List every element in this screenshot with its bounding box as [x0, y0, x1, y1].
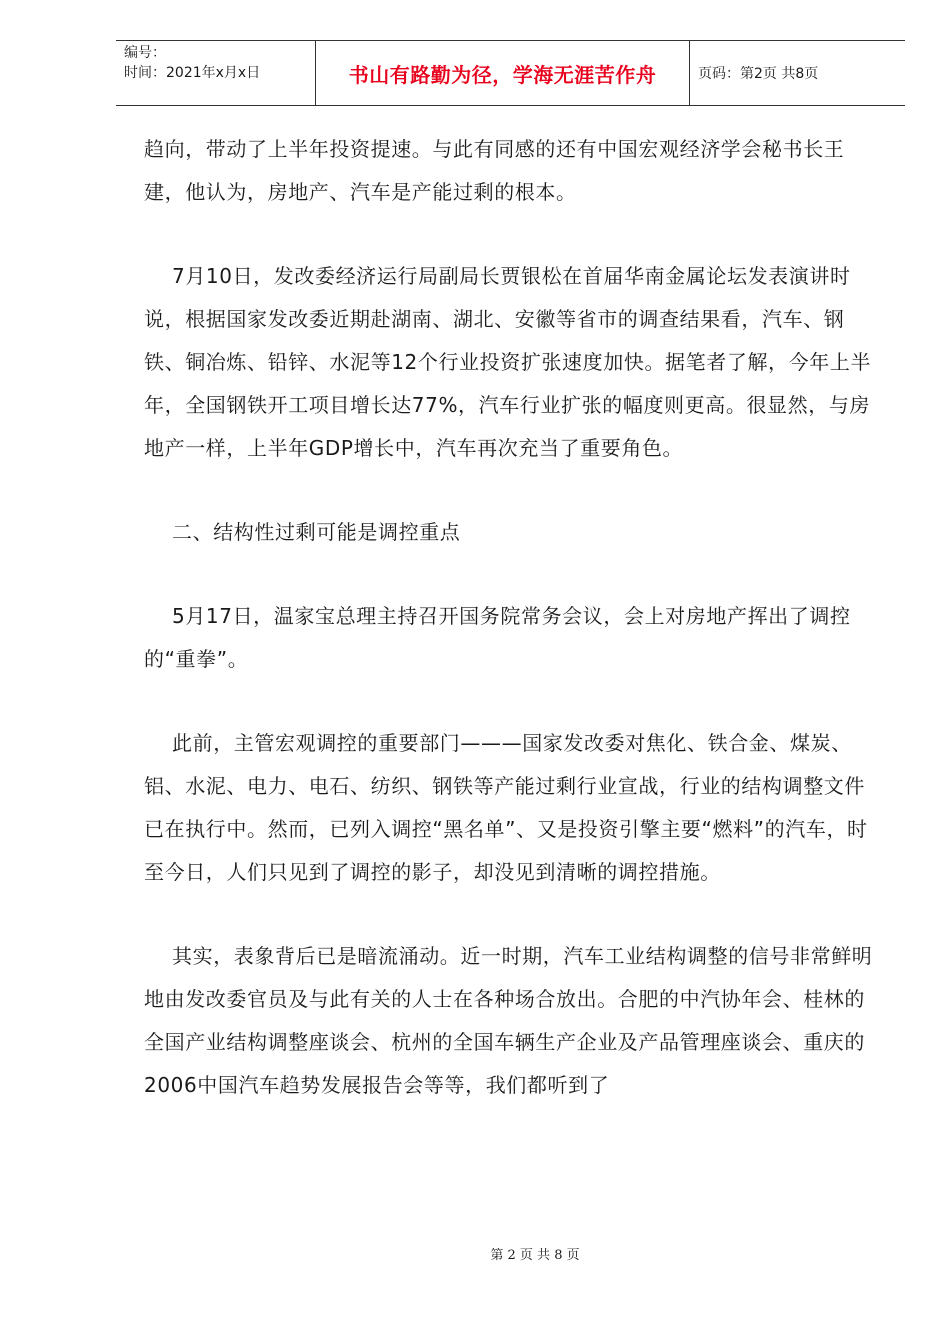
- section-heading: 二、结构性过剩可能是调控重点: [172, 520, 461, 544]
- document-time-label: 时间：2021年x月x日: [124, 65, 261, 81]
- page-header: [116, 40, 905, 106]
- document-body: [144, 128, 884, 1148]
- header-page-number: 页码：第2页 共8页: [698, 66, 819, 82]
- paragraph-continuation: 趋向，带动了上半年投资提速。与此有同感的还有中国宏观经济学会秘书长王建，他认为，房地产、汽车是产能过剩的根本。: [144, 137, 845, 204]
- document-number-label: 编号：: [124, 45, 166, 61]
- paragraph: 其实，表象背后已是暗流涌动。近一时期，汽车工业结构调整的信号非常鲜明地由发改委官员及与此有关的人士在各种场合放出。合肥的中汽协年会、桂林的全国产业结构调整座谈会、杭州的全国车辆生产企业及产品管理座谈会、重庆的2006中国汽车趋势发展报告会等等，我们都听到了: [144, 944, 873, 1097]
- header-motto: 书山有路勤为径，学海无涯苦作舟: [316, 41, 690, 105]
- paragraph: 7月10日，发改委经济运行局副局长贾银松在首届华南金属论坛发表演讲时说，根据国家发改委近期赴湖南、湖北、安徽等省市的调查结果看，汽车、钢铁、铜冶炼、铅锌、水泥等12个行业投资扩张速度加快。据笔者了解，今年上半年，全国钢铁开工项目增长达77%，汽车行业扩张的幅度则更高。很显然，与房地产一样，上半年GDP增长中，汽车再次充当了重要角色。: [144, 264, 872, 460]
- paragraph: 5月17日，温家宝总理主持召开国务院常务会议，会上对房地产挥出了调控的“重拳”。: [144, 604, 851, 671]
- paragraph: 此前，主管宏观调控的重要部门———国家发改委对焦化、铁合金、煤炭、铝、水泥、电力、电石、纺织、钢铁等产能过剩行业宣战，行业的结构调整文件已在执行中。然而，已列入调控“黑名单”、又是投资引擎主要“燃料”的汽车，时至今日，人们只见到了调控的影子，却没见到清晰的调控措施。: [144, 731, 868, 884]
- header-meta: [116, 41, 316, 105]
- page-footer: 第 2 页 共 8 页: [490, 1248, 580, 1263]
